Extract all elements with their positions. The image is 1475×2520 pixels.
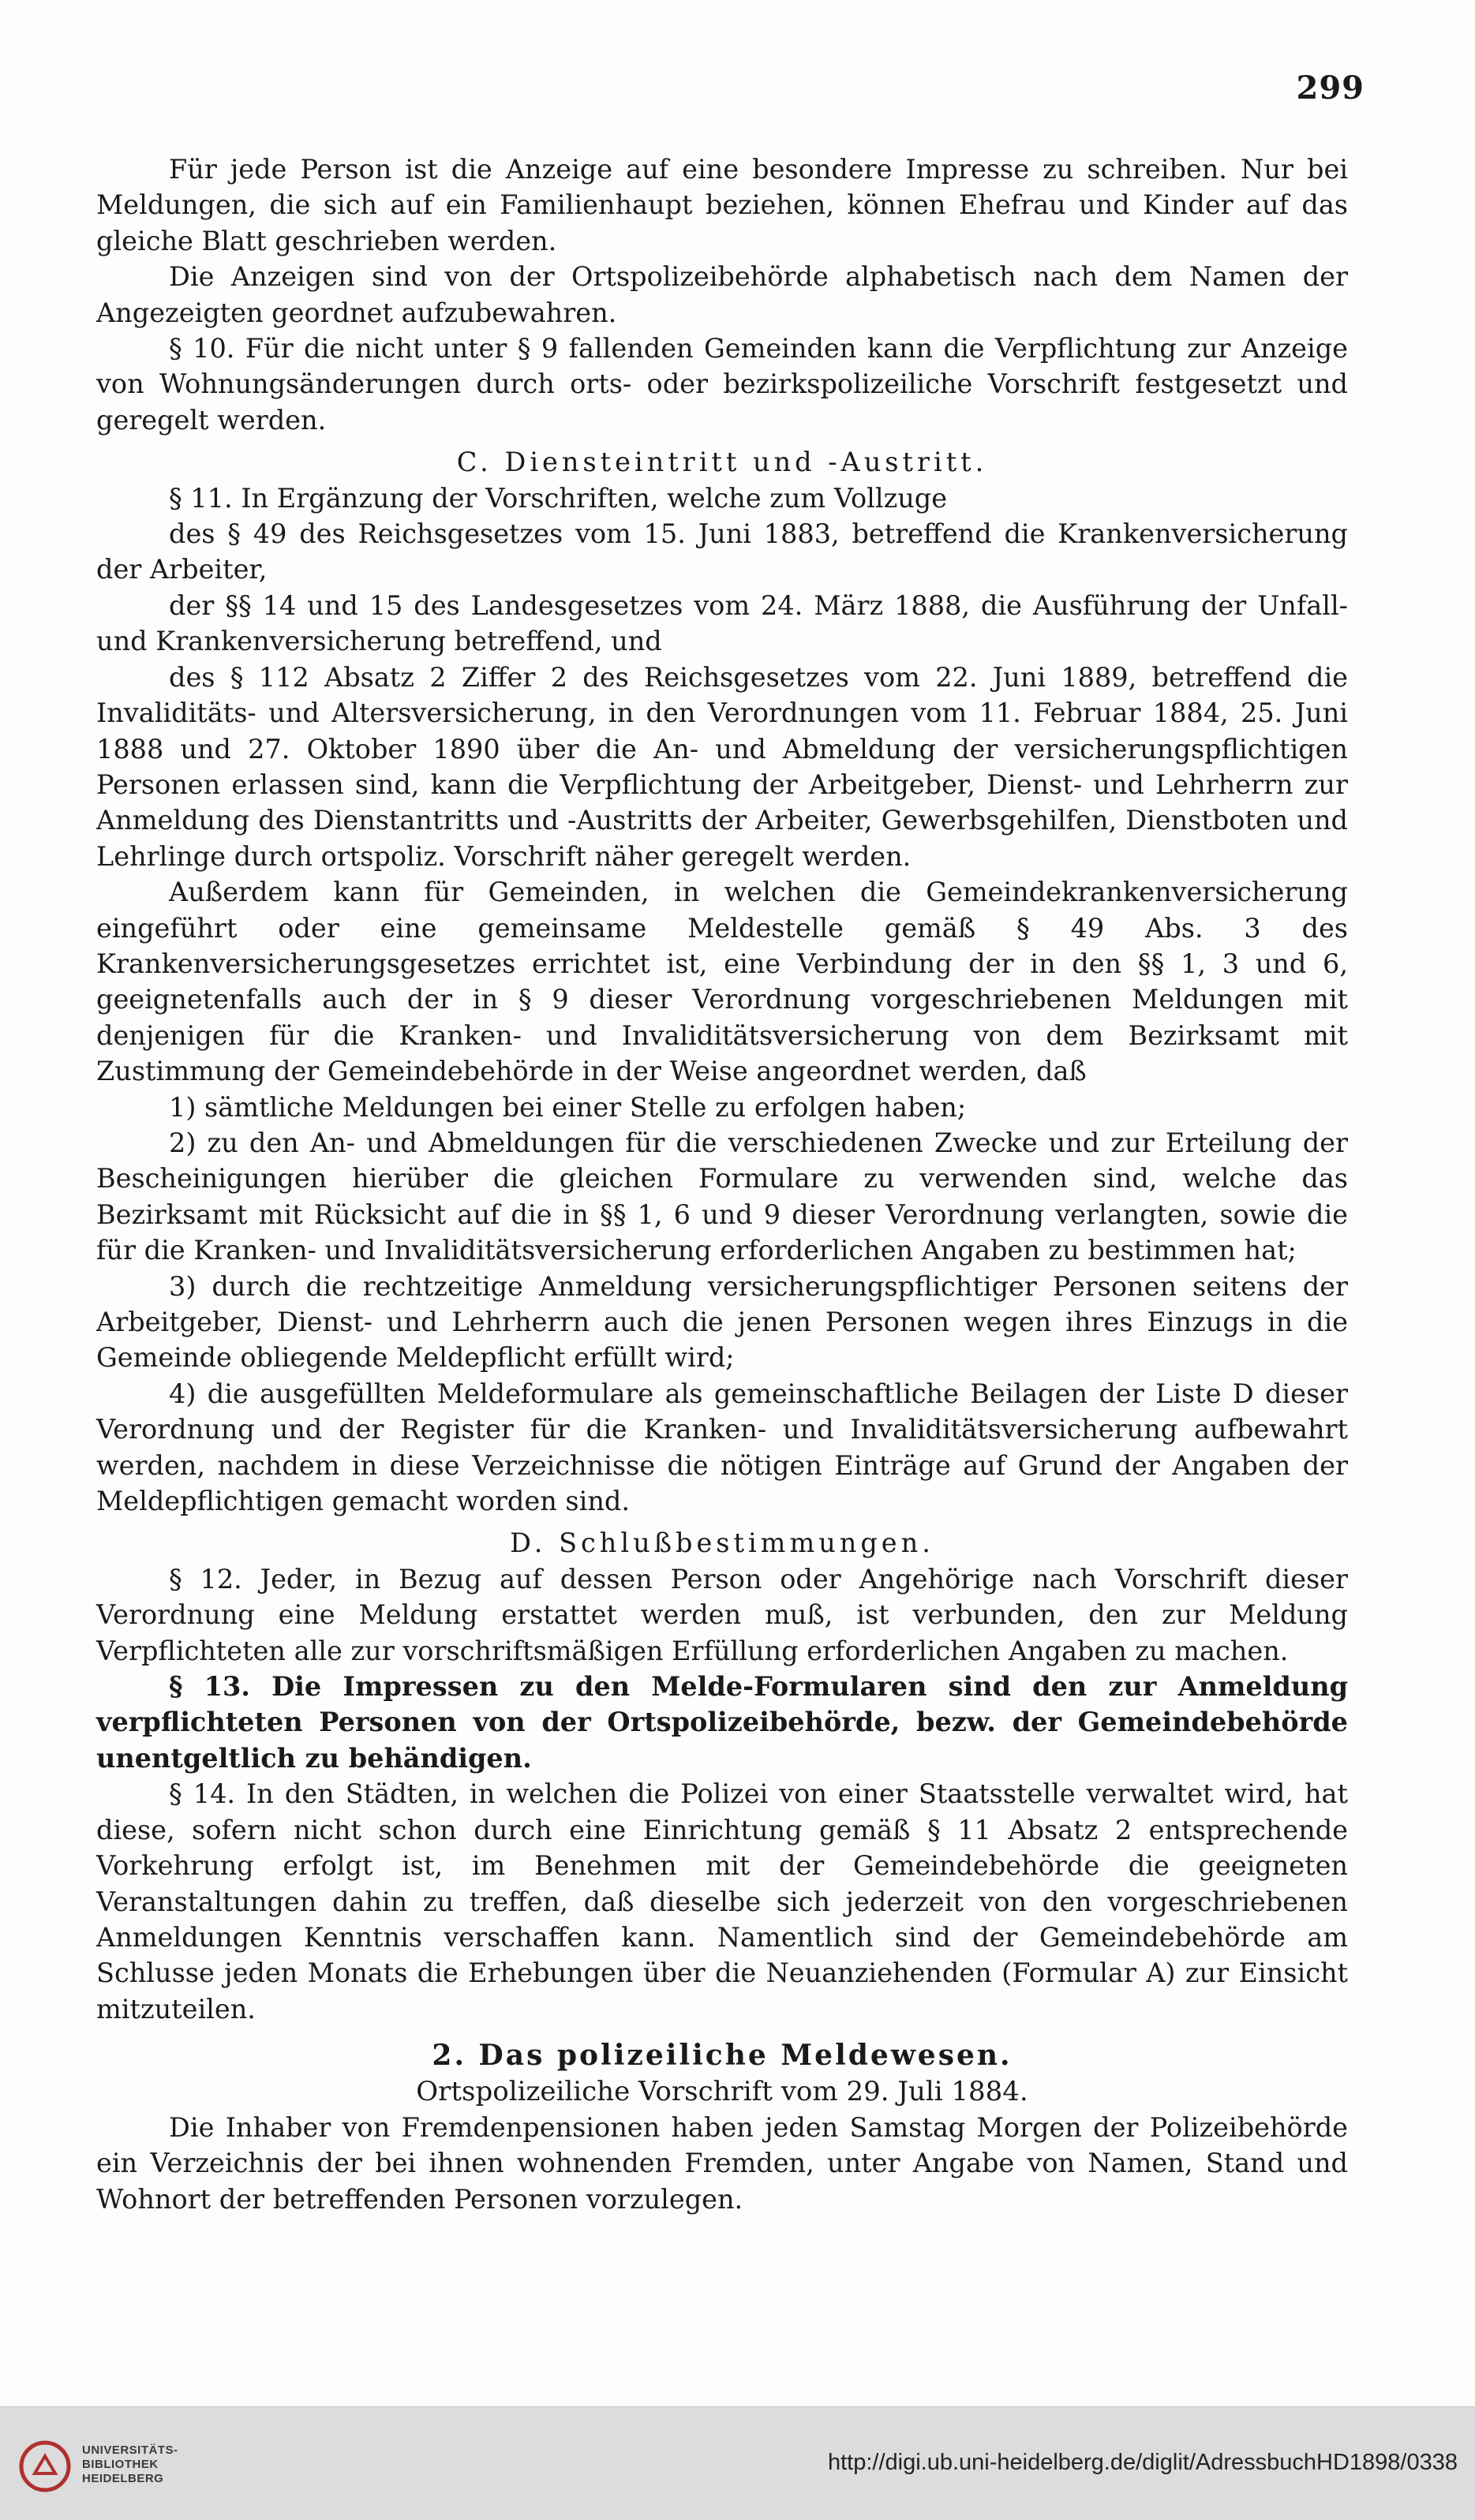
section-heading: 2. Das polizeiliche Meldewesen. [432, 2039, 1013, 2073]
library-logo-text [82, 2443, 178, 2486]
paragraph: § 12. Jeder, in Bezug auf dessen Person oder Angehörige nach Vorschrift dieser Verordnung eine Meldung erstattet werden muß, ist verbunden, den zur Meldung Verpflichteten alle zur vorschriftsmäßigen Erfüllung erforderlichen Angaben zu machen. [96, 1563, 1348, 1666]
page-number: 299 [1296, 69, 1365, 107]
paragraph: 3) durch die rechtzeitige Anmeldung versicherungspflichtiger Personen seitens der Arbeitgeber, Dienst- und Lehrherrn auch die jenen Personen wegen ihres Einzugs in die Gemeinde obliegende Meldepflicht erfüllt wird; [96, 1270, 1348, 1374]
footer-bar [0, 2406, 1475, 2520]
paragraph: Außerdem kann für Gemeinden, in welchen die Gemeindekrankenversicherung eingeführt oder eine gemeinsame Meldestelle gemäß § 49 Abs. 3 des Krankenversicherungsgesetzes errichtet ist, eine Verbindung der in den §§ 1, 3 und 6, geeignetenfalls auch der in § 9 dieser Verordnung vorgeschriebenen Meldungen mit denjenigen für die Kranken- und Invaliditätsversicherung von dem Bezirksamt mit Zustimmung der Gemeindebehörde in der Weise angeordnet werden, daß [96, 877, 1348, 1087]
paragraph: Die Anzeigen sind von der Ortspolizeibehörde alphabetisch nach dem Namen der Angezeigten geordnet aufzubewahren. [96, 261, 1348, 328]
paragraph: § 10. Für die nicht unter § 9 fallenden Gemeinden kann die Verpflichtung zur Anzeige von Wohnungsänderungen durch orts- oder bezirkspolizeiliche Vorschrift festgesetzt und geregelt werden. [96, 333, 1348, 436]
paragraph: der §§ 14 und 15 des Landesgesetzes vom 24. März 1888, die Ausführung der Unfall- und Krankenversicherung betreffend, und [96, 589, 1348, 657]
section-heading: D. Schlußbestimmungen. [510, 1527, 934, 1559]
paragraph: 1) sämtliche Meldungen bei einer Stelle zu erfolgen haben; [169, 1091, 967, 1123]
page-body [96, 151, 1348, 2217]
paragraph: § 11. In Ergänzung der Vorschriften, welche zum Vollzuge [169, 482, 948, 514]
logo-line: BIBLIOTHEK [82, 2458, 159, 2471]
section-heading: Ortspolizeiliche Vorschrift vom 29. Juli 1884. [416, 2075, 1028, 2107]
logo-line: UNIVERSITÄTS- [82, 2443, 178, 2457]
paragraph: des § 49 des Reichsgesetzes vom 15. Juni 1883, betreffend die Krankenversicherung der Arbeiter, [96, 518, 1348, 585]
library-seal-icon [17, 2439, 73, 2494]
logo-line: HEIDELBERG [82, 2472, 164, 2485]
section-heading: C. Diensteintritt und -Austritt. [456, 447, 988, 478]
library-logo[interactable] [14, 2421, 188, 2508]
paragraph: 2) zu den An- und Abmeldungen für die verschiedenen Zwecke und zur Erteilung der Bescheinigungen hierüber die gleichen Formulare zu verwenden sind, welche das Bezirksamt mit Rücksicht auf die in §§ 1, 6 und 9 dieser Verordnung verlangten, sowie die für die Kranken- und Invaliditätsversicherung erforderlichen Angaben zu bestimmen hat; [96, 1127, 1348, 1266]
source-url-link[interactable]: http://digi.ub.uni-heidelberg.de/diglit/AdressbuchHD1898/0338 [827, 2450, 1458, 2475]
paragraph: Die Inhaber von Fremdenpensionen haben jeden Samstag Morgen der Polizeibehörde ein Verzeichnis der bei ihnen wohnenden Fremden, unter Angabe von Namen, Stand und Wohnort der betreffenden Personen vorzulegen. [96, 2111, 1348, 2215]
paragraph: § 13. Die Impressen zu den Melde-Formularen sind den zur Anmeldung verpflichteten Personen von der Ortspolizeibehörde, bezw. der Gemeindebehörde unentgeltlich zu behändigen. [96, 1671, 1348, 1774]
paragraph: Für jede Person ist die Anzeige auf eine besondere Impresse zu schreiben. Nur bei Meldungen, die sich auf ein Familienhaupt beziehen, können Ehefrau und Kinder auf das gleiche Blatt geschrieben werden. [96, 154, 1348, 256]
paragraph: 4) die ausgefüllten Meldeformulare als gemeinschaftliche Beilagen der Liste D dieser Verordnung und der Register für die Kranken- und Invaliditätsversicherung aufbewahrt werden, nachdem in diese Verzeichnisse die nötigen Einträge auf Grund der Angaben der Meldepflichtigen gemacht worden sind. [96, 1378, 1348, 1517]
paragraph: des § 112 Absatz 2 Ziffer 2 des Reichsgesetzes vom 22. Juni 1889, betreffend die Invaliditäts- und Altersversicherung, in den Verordnungen vom 11. Februar 1884, 25. Juni 1888 und 27. Oktober 1890 über die An- und Abmeldung der versicherungspflichtigen Personen erlassen sind, kann die Verpflichtung der Arbeitgeber, Dienst- und Lehrherrn zur Anmeldung des Dienstantritts und -Austritts der Arbeiter, Gewerbsgehilfen, Dienstboten und Lehrlinge durch ortspoliz. Vorschrift näher geregelt werden. [96, 661, 1348, 872]
paragraph: § 14. In den Städten, in welchen die Polizei von einer Staatsstelle verwaltet wird, hat diese, sofern nicht schon durch eine Einrichtung gemäß § 11 Absatz 2 entsprechende Vorkehrung erfolgt ist, im Benehmen mit der Gemeindebehörde die geeigneten Veranstaltungen dahin zu treffen, daß dieselbe sich jederzeit von den vorgeschriebenen Anmeldungen Kenntnis verschaffen kann. Namentlich sind der Gemeindebehörde am Schlusse jeden Monats die Erhebungen über die Neuanziehenden (Formular A) zur Einsicht mitzuteilen. [96, 1778, 1348, 2025]
